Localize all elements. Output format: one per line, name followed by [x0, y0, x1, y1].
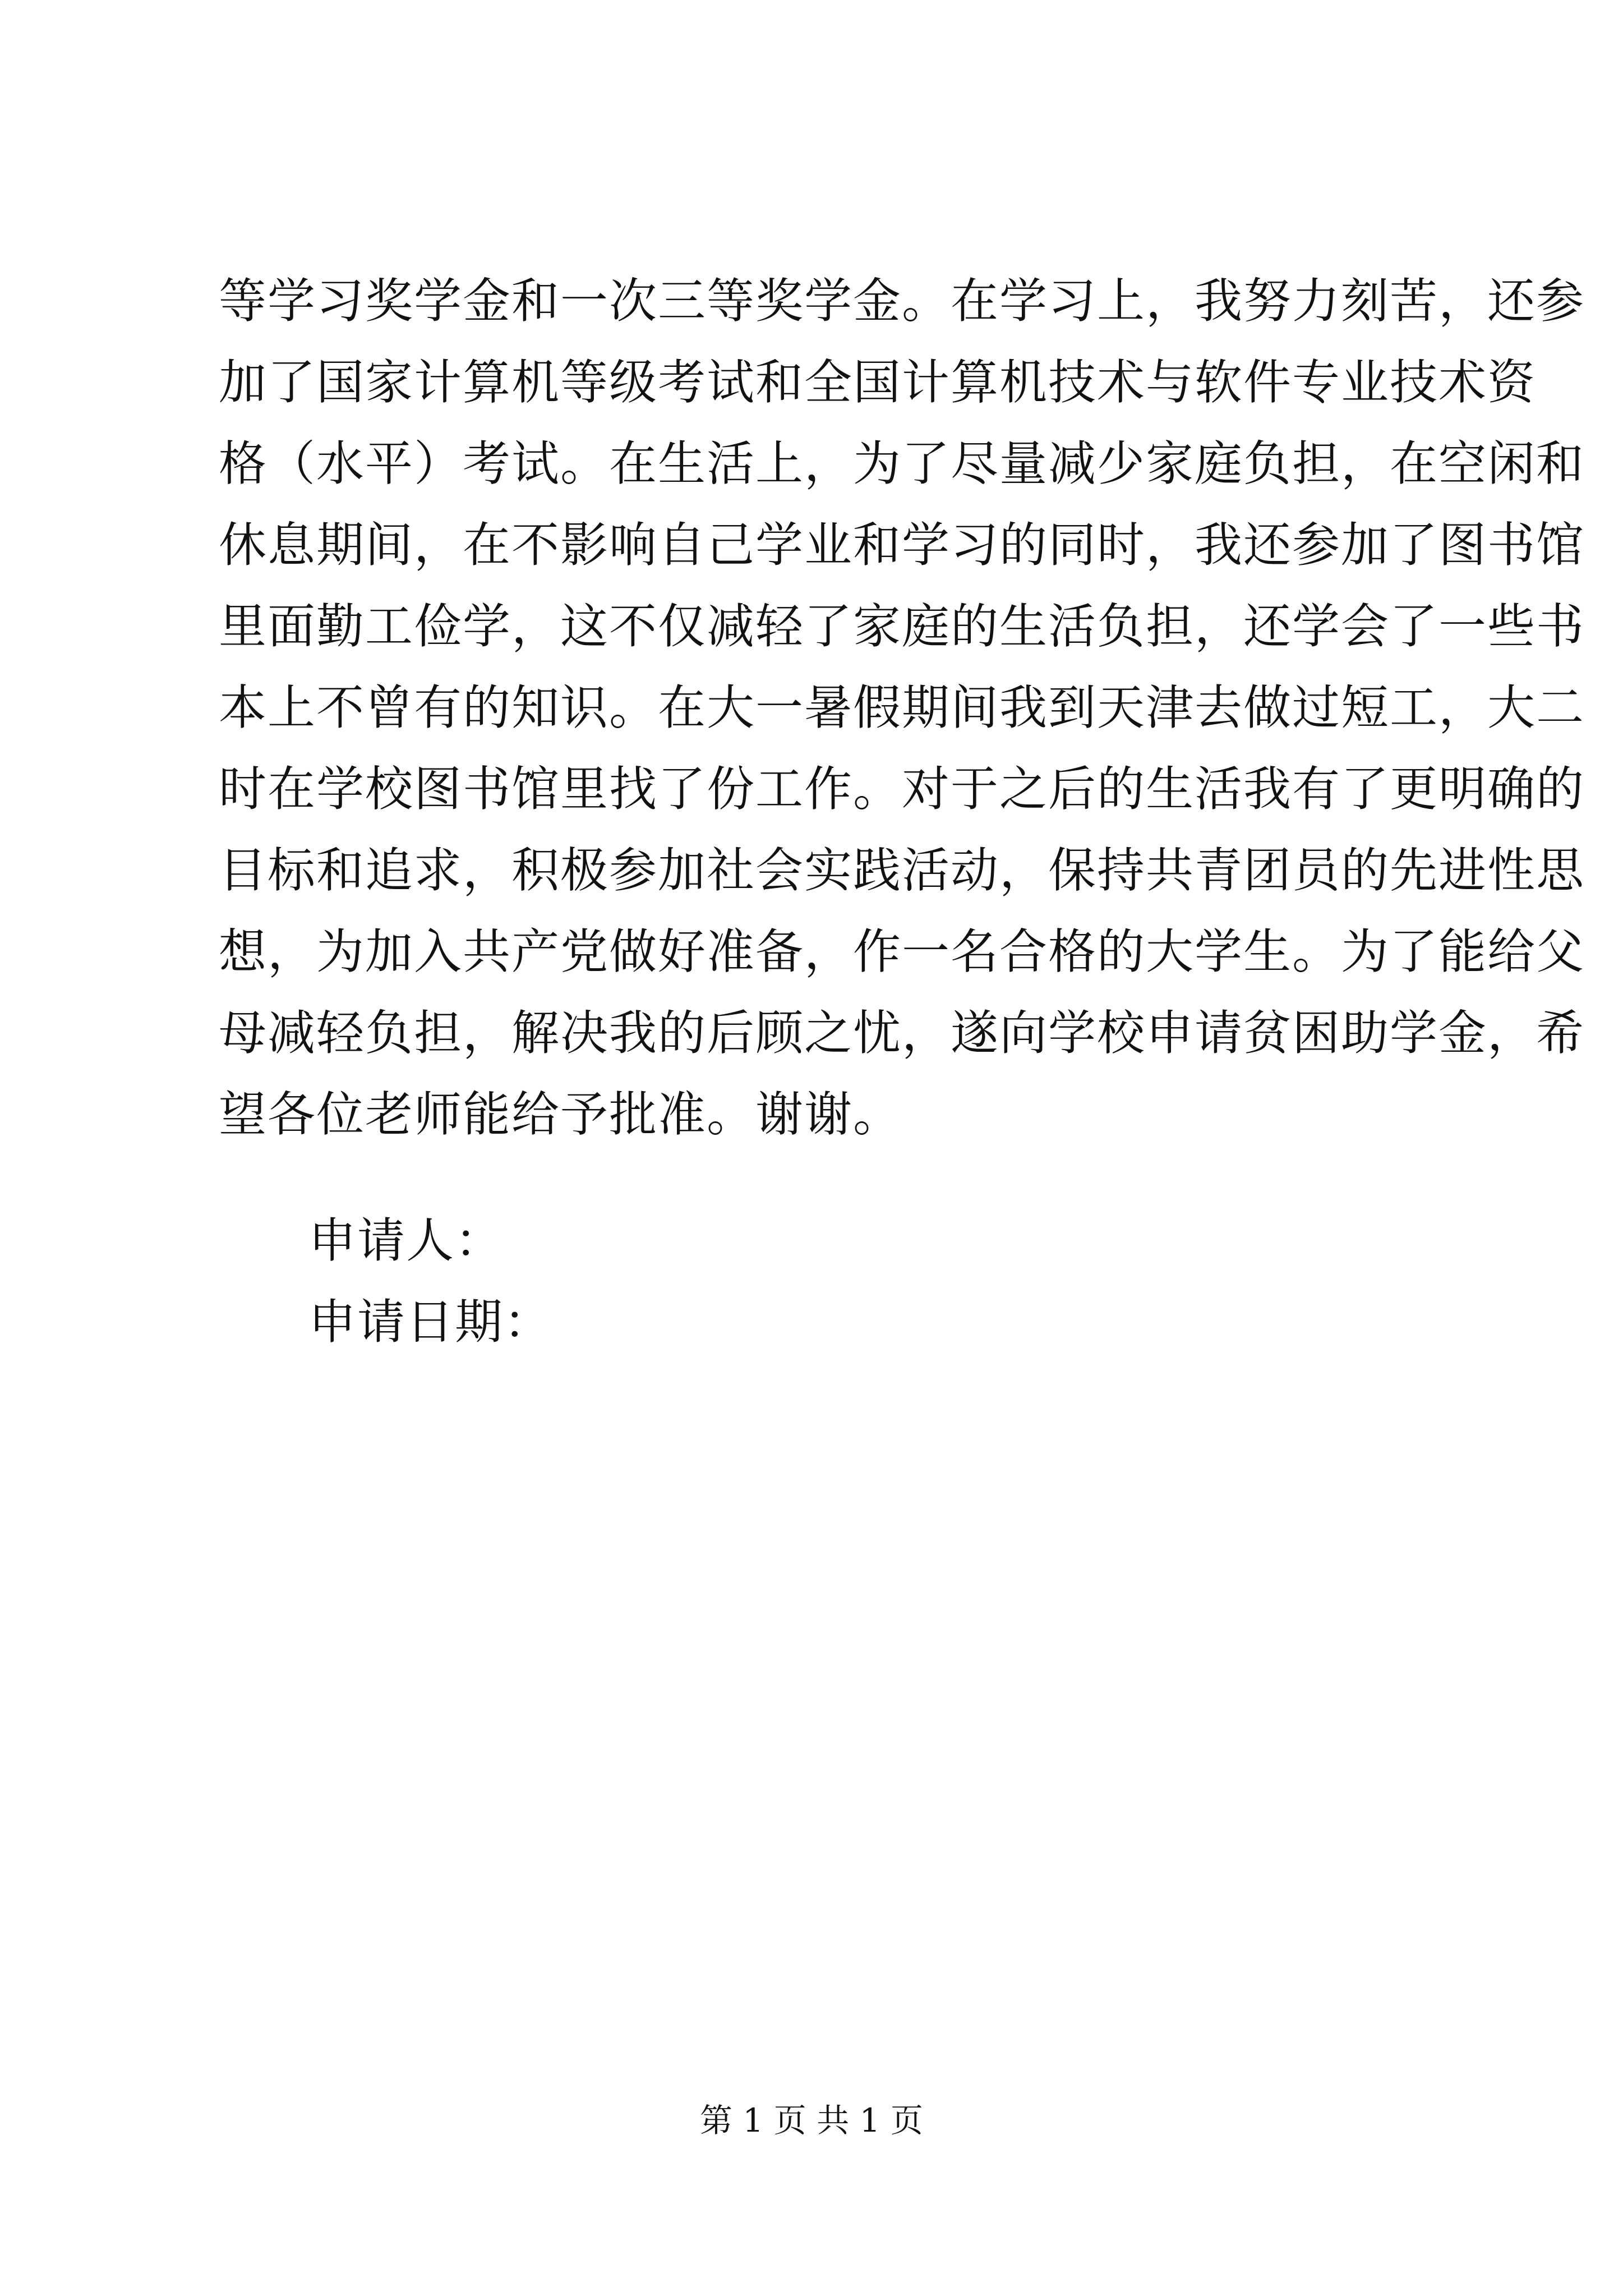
page-number-footer: 第 1 页 共 1 页	[700, 2101, 923, 2139]
application-body	[219, 261, 1585, 1156]
body-line: 望各位老师能给予批准。谢谢。	[219, 1087, 902, 1143]
date-label: 申请日期：	[308, 1295, 553, 1350]
applicant-label: 申请人：	[308, 1213, 504, 1269]
body-line: 时在学校图书馆里找了份工作。对于之后的生活我有了更明确的	[219, 762, 1585, 817]
body-line: 想，为加入共产党做好准备，作一名合格的大学生。为了能给父	[219, 924, 1585, 980]
body-line: 加了国家计算机等级考试和全国计算机技术与软件专业技术资	[219, 355, 1537, 411]
body-line: 本上不曾有的知识。在大一暑假期间我到天津去做过短工，大二	[219, 680, 1585, 736]
body-line: 目标和追求，积极参加社会实践活动，保持共青团员的先进性思	[219, 843, 1585, 899]
body-line: 休息期间，在不影响自己学业和学习的同时，我还参加了图书馆	[219, 518, 1585, 573]
body-line: 格（水平）考试。在生活上，为了尽量减少家庭负担，在空闲和	[219, 436, 1585, 492]
body-line: 等学习奖学金和一次三等奖学金。在学习上，我努力刻苦，还参	[219, 274, 1585, 329]
body-line: 母减轻负担，解决我的后顾之忧，遂向学校申请贫困助学金，希	[219, 1006, 1585, 1061]
body-line: 里面勤工俭学，这不仅减轻了家庭的生活负担，还学会了一些书	[219, 599, 1585, 655]
